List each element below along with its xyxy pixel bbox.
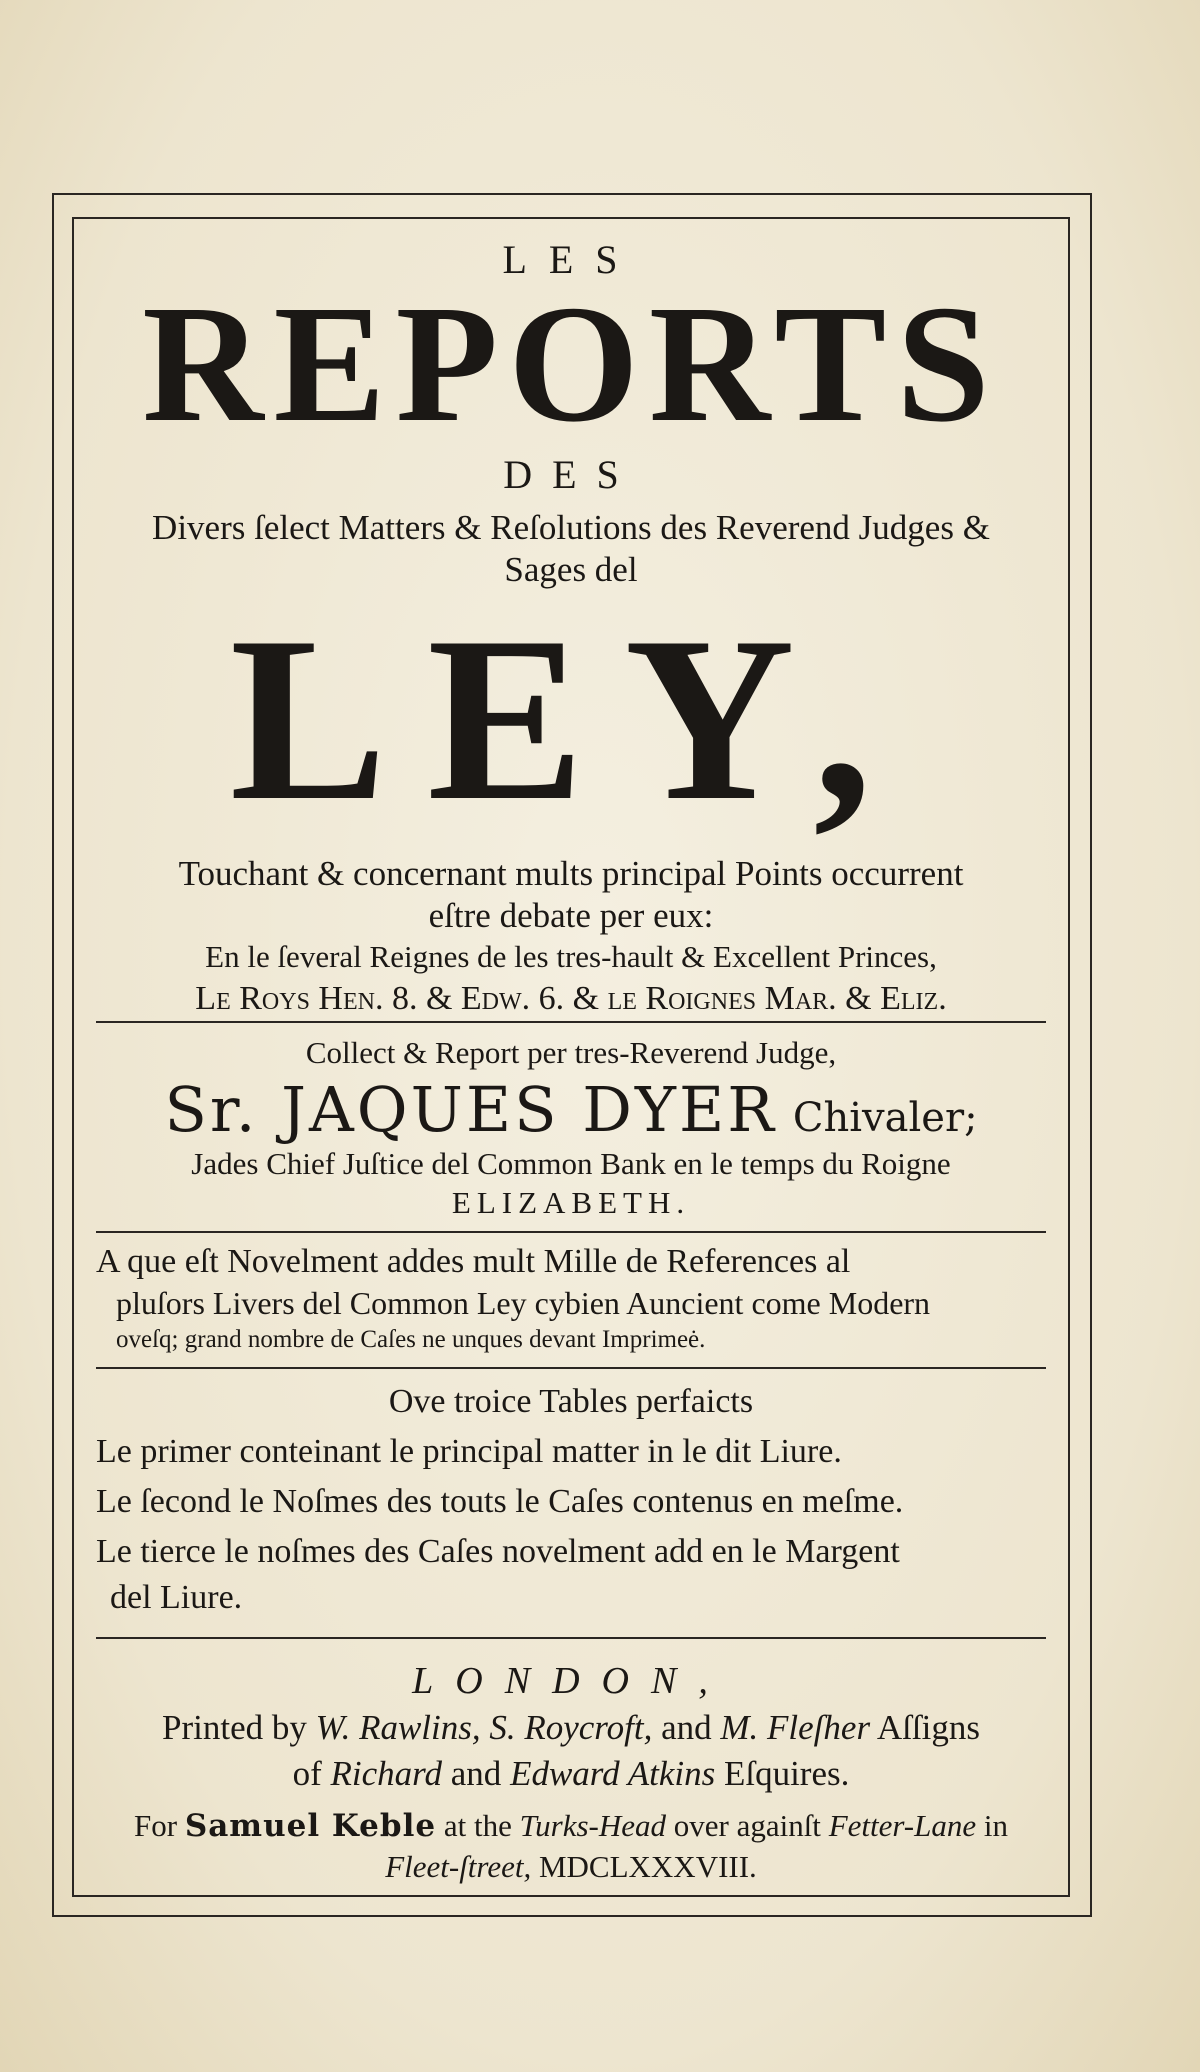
author-name: Sr. JAQUES DYER (164, 1073, 777, 1146)
divider-rule-1 (96, 1021, 1046, 1023)
imprint-bookseller (96, 1805, 1046, 1847)
table-second: Le ſecond le Noſmes des touts le Caſes contenus en meſme. (96, 1483, 904, 1520)
divider-rule-2 (96, 1231, 1046, 1233)
publication-year: MDCLXXXVIII. (538, 1849, 757, 1884)
imprint-assigns (96, 1751, 1046, 1797)
table-tierce-cont: del Liure. (110, 1579, 243, 1616)
office-line: Jades Chief Juſtice del Common Bank en le temps du Roigne (191, 1146, 951, 1181)
subtitle-sages: Sages del (504, 550, 638, 589)
additions-line-1: A que eſt Novelment addes mult Mille de References al (96, 1243, 851, 1280)
imprint-printers (96, 1705, 1046, 1751)
divider-rule-4 (96, 1637, 1046, 1639)
in-word: in (983, 1808, 1009, 1843)
of-word: of (292, 1754, 322, 1793)
title-les: LES (502, 237, 640, 282)
and-word-1: and (661, 1708, 712, 1747)
subtitle-divers: Divers ſelect Matters & Reſolutions des Reverend Judges & (152, 508, 990, 547)
and-word-2: and (450, 1754, 502, 1793)
table-tierce: Le tierce le noſmes des Caſes novelment add en le Margent (96, 1533, 900, 1570)
fleet-street: Fleet-ſtreet, (385, 1849, 532, 1884)
inner-border (72, 217, 1070, 1897)
assigns-word: Aſſigns (876, 1708, 980, 1747)
collect-line: Collect & Report per tres-Reverend Judge, (305, 1035, 837, 1070)
divider-rule-3 (96, 1367, 1046, 1369)
imprint-street-year (96, 1847, 1046, 1887)
title-ley: LEY, (229, 589, 913, 850)
esquires-word: Eſquires. (723, 1754, 850, 1793)
assign-edward: Edward Atkins (510, 1754, 716, 1793)
assign-richard: Richard (330, 1754, 443, 1793)
title-des: DES (503, 452, 639, 497)
printer-flesher: M. Fleſher (720, 1708, 871, 1747)
author-title: Chivaler; (792, 1095, 978, 1141)
tables-heading: Ove troice Tables perfaicts (388, 1383, 754, 1420)
over-against: over againſt (673, 1808, 821, 1843)
printer-names: W. Rawlins, S. Roycroft, (315, 1708, 653, 1747)
at-the-words: at the (443, 1808, 512, 1843)
author-name-row (164, 1075, 977, 1145)
for-word: For (133, 1808, 178, 1843)
roys-line: Le Roys Hen. 8. & Edw. 6. & le Roignes Mar. & Eliz. (195, 980, 947, 1017)
printed-by: Printed by (162, 1708, 307, 1747)
additions-line-3: oveſq; grand nombre de Caſes ne unques devant Imprimeė. (116, 1326, 706, 1353)
estre-line: eſtre debate per eux: (428, 896, 714, 935)
reignes-line: En le ſeveral Reignes de les tres-hault & Excellent Princes, (205, 939, 937, 974)
shop-sign: Turks-Head (519, 1808, 666, 1843)
title-reports: REPORTS (142, 271, 1000, 457)
bookseller-name: Samuel Keble (184, 1808, 437, 1844)
table-primer: Le primer conteinant le principal matter in le dit Liure. (96, 1433, 842, 1470)
touchant-line: Touchant & concernant mults principal Points occurrent (178, 854, 964, 893)
additions-line-2: pluſors Livers del Common Ley cybien Auncient come Modern (116, 1285, 931, 1321)
fetter-lane: Fetter-Lane (828, 1808, 977, 1843)
imprint-city: LONDON, (412, 1660, 730, 1702)
queen-name: ELIZABETH. (451, 1185, 691, 1220)
